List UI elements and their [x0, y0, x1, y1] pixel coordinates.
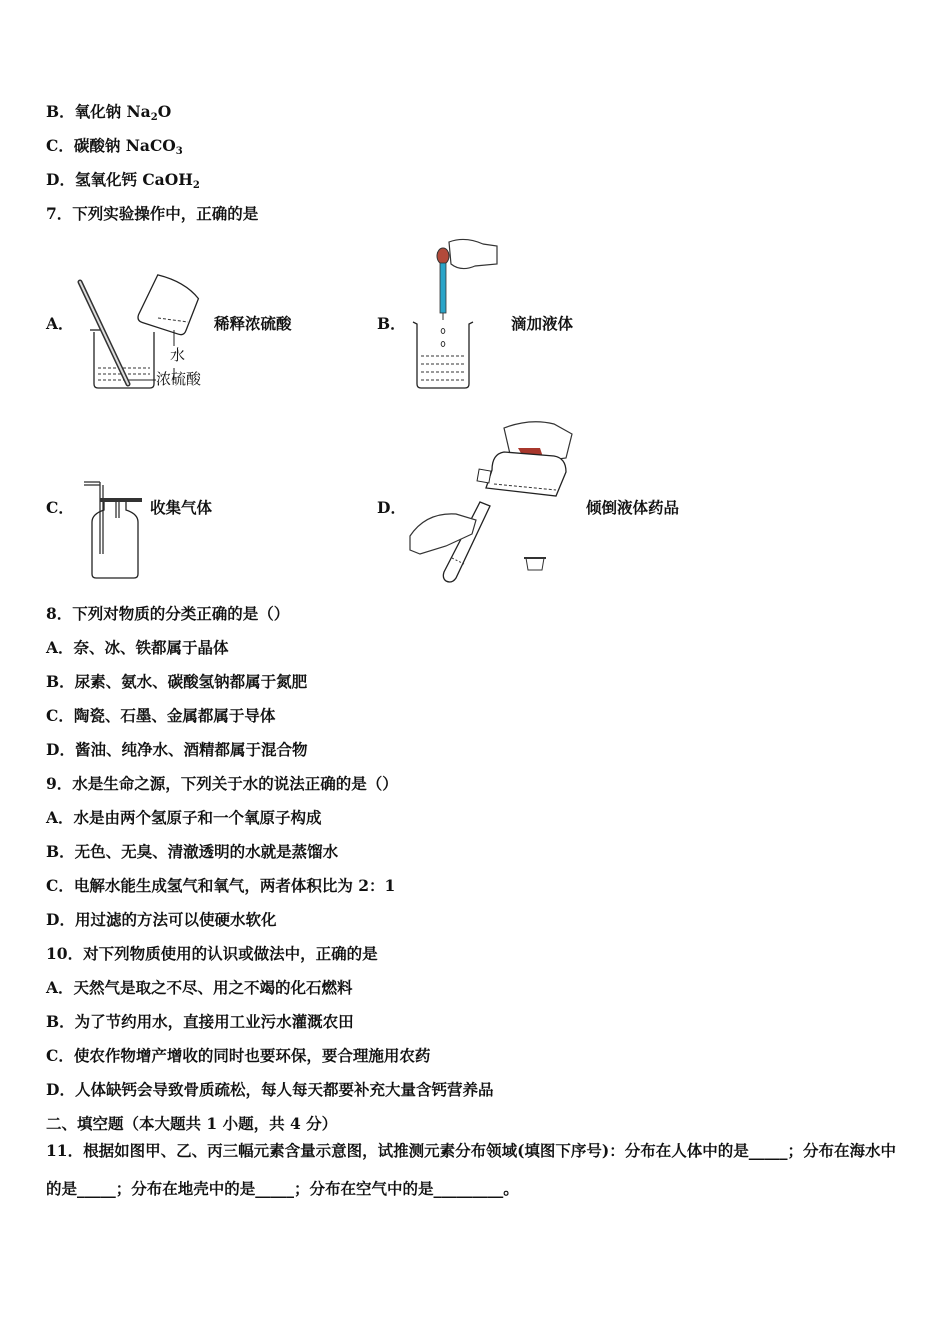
q6-option-b — [46, 102, 171, 128]
q6-option-d-subscript: 2 — [192, 180, 200, 191]
q7-option-d-caption: 倾倒液体药品 — [586, 498, 680, 517]
water-label: 水 — [170, 346, 186, 364]
q10-option-b: B．为了节约用水，直接用工业污水灌溉农田 — [46, 1012, 354, 1031]
q10-stem: 10．对下列物质使用的认识或做法中，正确的是 — [46, 944, 378, 963]
q7-option-a-label: A． — [46, 314, 74, 333]
q8-option-d: D．酱油、纯净水、酒精都属于混合物 — [46, 740, 308, 759]
dropper-illustration — [405, 236, 505, 392]
q7-option-a-caption: 稀释浓硫酸 — [214, 314, 292, 333]
q7-option-d-label: D． — [377, 498, 406, 517]
q9-option-d: D．用过滤的方法可以使硬水软化 — [46, 910, 277, 929]
q10-option-a: A．天然气是取之不尽、用之不竭的化石燃料 — [46, 978, 353, 997]
acid-label: 浓硫酸 — [156, 370, 202, 388]
q6-option-b-suffix: O — [157, 102, 172, 121]
q9-option-a: A．水是由两个氢原子和一个氧原子构成 — [46, 808, 322, 827]
q7-option-b-label: B． — [377, 314, 406, 333]
q6-option-d — [46, 170, 200, 196]
q8-option-c: C．陶瓷、石墨、金属都属于导体 — [46, 706, 276, 725]
q6-option-d-text: D．氢氧化钙 CaOH — [46, 170, 193, 189]
q7-stem: 7．下列实验操作中，正确的是 — [46, 204, 259, 223]
q8-option-a: A．奈、冰、铁都属于晶体 — [46, 638, 229, 657]
q10-option-d: D．人体缺钙会导致骨质疏松，每人每天都要补充大量含钙营养品 — [46, 1080, 494, 1099]
q9-option-b: B．无色、无臭、清澈透明的水就是蒸馏水 — [46, 842, 339, 861]
q11-text: 11．根据如图甲、乙、丙三幅元素含量示意图，试推测元素分布领域(填图下序号)：分布在人体中的是_____；分布在海水中的是_____；分布在地壳中的是_____；分布在空气中的是_________。 — [46, 1141, 896, 1198]
q8-stem: 8．下列对物质的分类正确的是（） — [46, 604, 290, 623]
q7-option-c-label: C． — [46, 498, 74, 517]
gas-bottle-illustration — [78, 474, 150, 580]
q6-option-b-subscript: 2 — [150, 112, 158, 123]
q8-option-b: B．尿素、氨水、碳酸氢钠都属于氮肥 — [46, 672, 308, 691]
q9-option-c: C．电解水能生成氢气和氧气，两者体积比为 2：1 — [46, 876, 396, 895]
q10-option-c: C．使农作物增产增收的同时也要环保，要合理施用农药 — [46, 1046, 431, 1065]
pouring-illustration — [406, 418, 576, 584]
q6-option-c — [46, 136, 183, 162]
q6-option-b-text: B．氧化钠 Na — [46, 102, 151, 121]
q6-option-c-subscript: 3 — [175, 146, 183, 157]
q7-option-b-caption: 滴加液体 — [511, 314, 574, 333]
q6-option-c-text: C．碳酸钠 NaCO — [46, 136, 176, 155]
q7-option-c-caption: 收集气体 — [150, 498, 213, 517]
section-two-title: 二、填空题（本大题共 1 小题，共 4 分） — [46, 1114, 338, 1133]
q9-stem: 9．水是生命之源，下列关于水的说法正确的是（） — [46, 774, 398, 793]
